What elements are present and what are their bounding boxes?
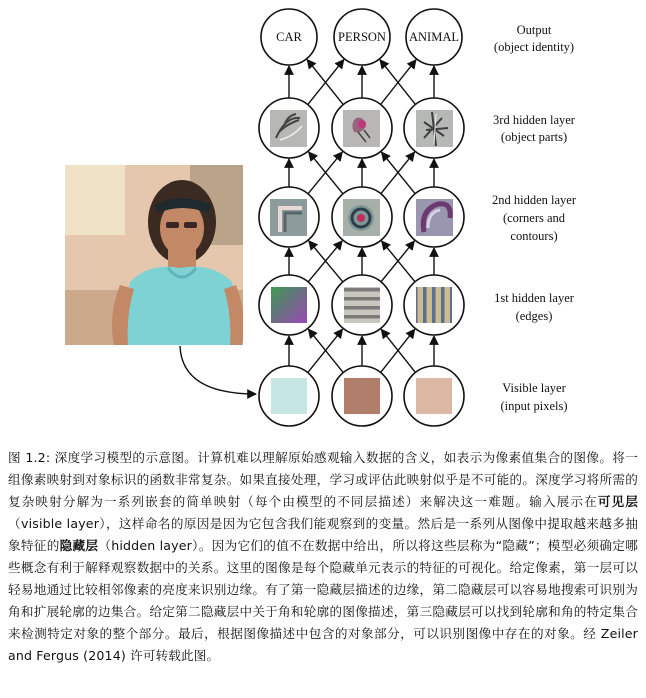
input-photo (65, 165, 244, 345)
input-pixel-2 (344, 378, 380, 414)
label-output-sub: (object identity) (493, 40, 575, 54)
caption-text-2: （visible layer），这样命名的原因是因为它包含我们能观察到的变量。然后是一系列从图像中提取越来越多抽象特征的 (8, 516, 638, 553)
hidden-layer-2 (259, 187, 464, 247)
edge-filter-gradient (271, 287, 307, 323)
visible-layer (259, 366, 464, 426)
hidden-layer-3 (259, 98, 464, 158)
edge-filter-vertical (416, 287, 452, 323)
feature-contours-3 (416, 199, 453, 236)
output-animal: ANIMAL (409, 30, 459, 44)
label-visible-title: Visible layer (502, 381, 566, 395)
label-hidden3-title: 3rd hidden layer (493, 113, 575, 127)
label-hidden2-sub2: contours) (510, 229, 558, 243)
caption-term-visible-layer: 可见层 (597, 494, 639, 509)
input-pixel-3 (416, 378, 452, 414)
label-hidden1-title: 1st hidden layer (494, 291, 574, 305)
output-person: PERSON (338, 30, 386, 44)
label-output-title: Output (516, 23, 552, 37)
feature-contours-2 (343, 199, 380, 236)
feature-object-parts-3 (416, 110, 453, 147)
edge-filter-horizontal (344, 287, 380, 323)
label-hidden3-sub: (object parts) (500, 130, 568, 144)
layer-labels (492, 23, 577, 413)
caption-term-hidden-layer: 隐藏层 (59, 538, 99, 553)
label-hidden2-sub1: (corners and (502, 211, 566, 225)
photo-to-input-arrow (180, 346, 256, 394)
figure-caption (8, 447, 638, 667)
feature-object-parts-1 (270, 110, 307, 147)
feature-object-parts-2 (343, 110, 380, 147)
caption-text-1: 图 1.2: 深度学习模型的示意图。计算机难以理解原始感观输入数据的含义，如表示为像素值集合的图像。将一组像素映射到对象标识的函数非常复杂。如果直接处理，学习或评估此映射似乎是不可能的。深度学习将所需的复杂映射分解为一系列嵌套的简单映射（每个由模型的不同层描述）来解决这一难题。输入展示在 (8, 450, 638, 509)
caption-text-3: （hidden layer）。因为它们的值不在数据中给出，所以将这些层称为“隐藏”；模型必须确定哪些概念有利于解释观察数据中的关系。这里的图像是每个隐藏单元表示的特征的可视化。给定像素，第一层可以轻易地通过比较相邻像素的亮度来识别边缘。有了第一隐藏层描述的边缘，第二隐藏层可以容易地搜索可识别为角和扩展轮廓的边集合。给定第二隐藏层中关于角和轮廓的图像描述，第三隐藏层可以找到轮廓和角的特定集合来检测特定对象的整个部分。最后，根据图像描述中包含的对象部分，可以识别图像中存在的对象。经 Zeiler and Fergus (2014) 许可转载此图。 (8, 538, 638, 663)
hidden-layer-1 (259, 275, 464, 335)
feature-corners-1 (270, 199, 307, 236)
output-car: CAR (276, 30, 302, 44)
output-layer (261, 9, 462, 65)
input-pixel-1 (271, 378, 307, 414)
label-hidden2-title: 2nd hidden layer (491, 193, 577, 207)
label-visible-sub: (input pixels) (500, 399, 568, 413)
label-hidden1-sub: (edges) (515, 309, 553, 323)
